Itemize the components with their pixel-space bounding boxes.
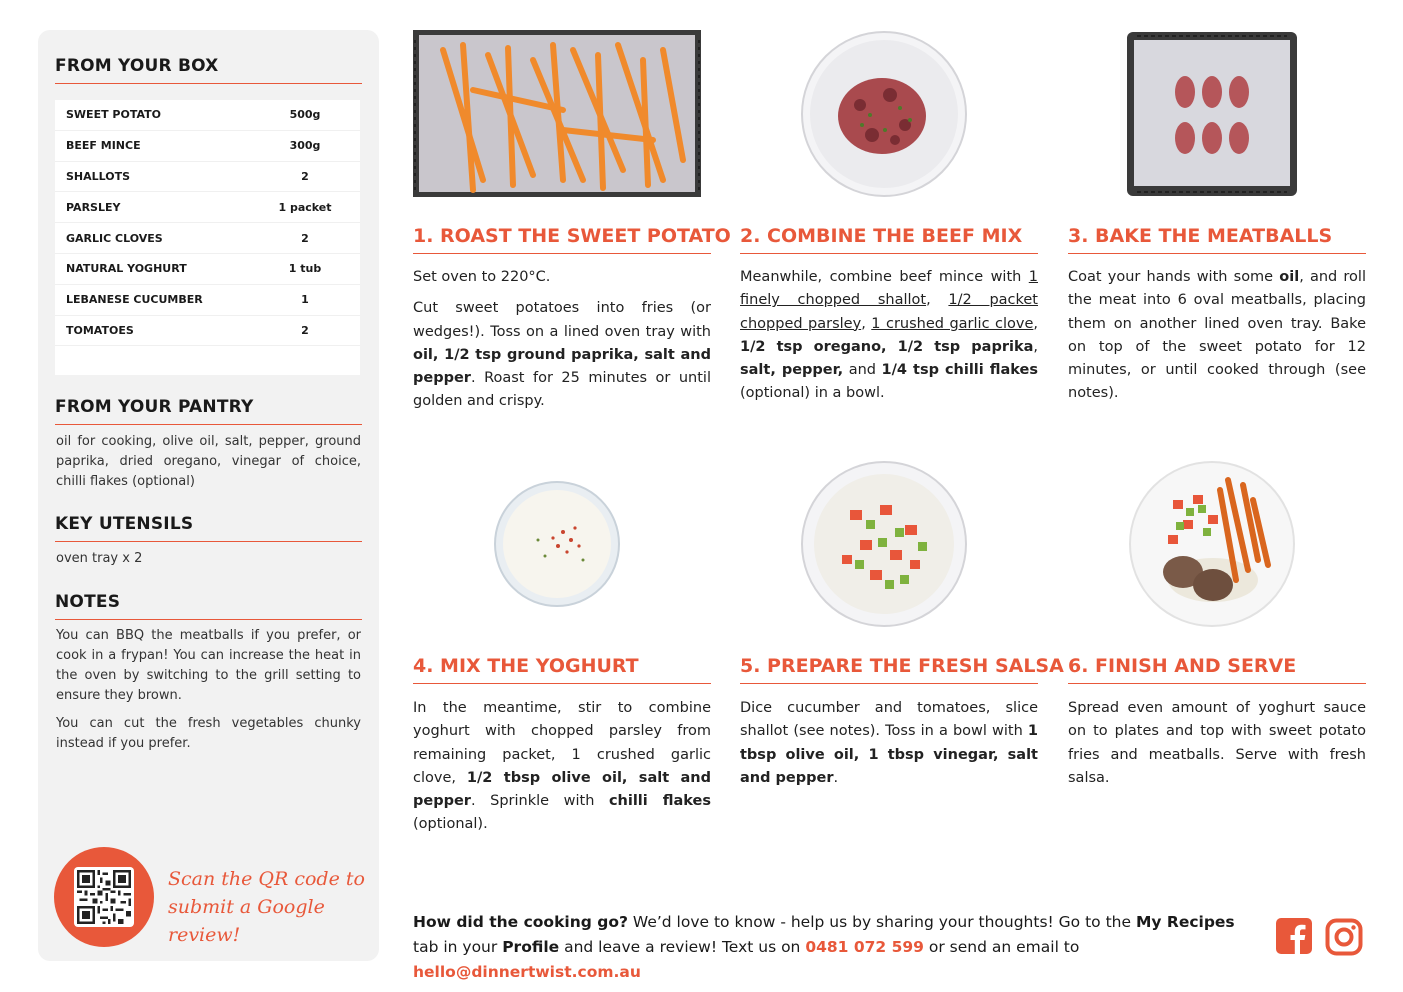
step-2-underlined-text: 1/2 packet chopped parsley — [740, 292, 1038, 332]
qr-cta-line: submit a Google review! — [168, 896, 325, 946]
step-4-text: (optional). — [413, 816, 488, 833]
phone-number-link[interactable]: 0481 072 599 — [805, 938, 924, 956]
box-heading: FROM YOUR BOX — [55, 56, 362, 84]
step-2-paragraph — [740, 266, 1038, 406]
table-row — [55, 223, 360, 254]
ingredient-qty: 1 — [301, 293, 309, 307]
ingredient-name: GARLIC CLOVES — [66, 231, 163, 245]
table-row — [55, 285, 360, 316]
step-4-paragraph — [413, 697, 711, 837]
meatballs-tray-photo — [1127, 30, 1297, 198]
step-4-bold-text: 1/2 tbsp olive oil, salt and pepper — [413, 769, 711, 810]
step-2-body — [740, 266, 1038, 406]
step-1-paragraph — [413, 297, 711, 413]
review-text: tab in your — [413, 938, 503, 956]
review-prompt — [413, 910, 1263, 985]
notes-text — [56, 626, 361, 754]
table-row — [55, 162, 360, 193]
profile-name: Profile — [502, 938, 560, 956]
step-3-bold-text: oil — [1279, 269, 1300, 285]
my-recipes-tab-name: My Recipes — [1135, 913, 1235, 931]
step-3-body — [1068, 266, 1366, 406]
step-2-bold-text: 1/4 tsp chilli flakes — [881, 362, 1038, 379]
qr-code-icon — [74, 867, 134, 927]
note-paragraph: You can BBQ the meatballs if you prefer, or cook in a frypan! You can increase the heat in the oven by switching to the grill setting to ensure they brown. — [56, 628, 361, 703]
review-text: or send an email to — [923, 938, 1080, 956]
facebook-icon[interactable] — [1276, 918, 1314, 956]
ingredients-table — [55, 100, 360, 375]
step-2-text: , — [1033, 315, 1039, 332]
step-5-title: 5. PREPARE THE FRESH SALSA — [740, 655, 1038, 684]
ingredient-qty: 2 — [301, 231, 309, 245]
ingredient-qty: 1 tub — [288, 262, 322, 276]
step-2-title: 2. COMBINE THE BEEF MIX — [740, 225, 1038, 254]
step-6-body — [1068, 697, 1366, 790]
sweet-potato-tray-photo — [413, 30, 701, 197]
step-4-bold-text: chilli flakes — [608, 793, 711, 810]
step-3-title: 3. BAKE THE MEATBALLS — [1068, 225, 1366, 254]
utensils-text: oven tray x 2 — [56, 551, 143, 566]
step-6-paragraph: Spread even amount of yoghurt sauce on to plates and top with sweet potato fries and meatballs. Serve with fresh salsa. — [1068, 700, 1366, 786]
ingredient-qty: 2 — [301, 169, 309, 183]
step-1-text: . Roast for 25 minutes or until golden and crispy. — [413, 370, 711, 410]
step-2-bold-text: 1/2 tsp oregano, 1/2 tsp paprika — [740, 338, 1034, 355]
ingredient-qty: 300g — [289, 139, 321, 153]
step-2-bold-text: salt, pepper, — [740, 362, 844, 379]
step-5-text: . — [833, 769, 839, 786]
ingredient-name: SWEET POTATO — [66, 108, 161, 122]
beef-mix-bowl-photo — [800, 30, 968, 198]
review-question: How did the cooking go? — [413, 913, 628, 931]
yoghurt-bowl-photo — [493, 480, 621, 608]
step-3-paragraph — [1068, 266, 1366, 406]
step-1-bold-text: oil, 1/2 tsp ground paprika, salt and pepper — [413, 346, 711, 387]
email-link[interactable]: hello@dinnertwist.com.au — [413, 963, 641, 981]
table-row — [55, 100, 360, 131]
notes-heading: NOTES — [55, 592, 362, 620]
qr-cta-text — [168, 865, 368, 949]
step-4-title: 4. MIX THE YOGHURT — [413, 655, 711, 684]
table-row — [55, 192, 360, 223]
ingredient-qty: 2 — [301, 323, 309, 337]
step-3-text: , and roll the meat into 6 oval meatballs, placing them on another lined oven tray. Bake on top of the sweet potato for 12 minutes, or until cooked through (see notes). — [1068, 269, 1366, 402]
note-paragraph: You can cut the fresh vegetables chunky instead if you prefer. — [56, 716, 361, 751]
qr-cta-line: Scan the QR code to — [168, 868, 365, 890]
instagram-icon[interactable] — [1325, 918, 1363, 956]
step-3-text: Coat your hands with some — [1068, 269, 1280, 285]
step-2-text: (optional) in a bowl. — [740, 385, 885, 402]
step-2-underlined-text: 1 finely chopped shallot — [740, 269, 1038, 309]
step-1-text: Cut sweet potatoes into fries (or wedges!). Toss on a lined oven tray with — [413, 300, 711, 340]
step-1-paragraph: Set oven to 220°C. — [413, 269, 551, 285]
step-4-text: In the meantime, stir to combine yoghurt with chopped parsley from remaining packet, 1 crushed garlic clove, — [413, 700, 711, 786]
plated-meal-photo — [1128, 460, 1296, 628]
step-5-text: Dice cucumber and tomatoes, slice shallot (see notes). Toss in a bowl with — [740, 700, 1038, 740]
step-6-title: 6. FINISH AND SERVE — [1068, 655, 1366, 684]
review-text: and leave a review! Text us on — [559, 938, 806, 956]
utensils-heading: KEY UTENSILS — [55, 514, 362, 542]
ingredient-name: SHALLOTS — [66, 169, 131, 183]
table-row — [55, 254, 360, 285]
step-4-text: . Sprinkle with — [470, 793, 609, 810]
step-2-text: , — [926, 292, 949, 309]
step-2-text: , — [861, 315, 872, 332]
step-5-bold-text: 1 tbsp olive oil, 1 tbsp vinegar, salt and pepper — [740, 723, 1038, 786]
step-4-body — [413, 697, 711, 837]
step-5-paragraph — [740, 697, 1038, 790]
pantry-text: oil for cooking, olive oil, salt, pepper, ground paprika, dried oregano, vinegar of choice, chilli flakes (optional) — [56, 434, 361, 489]
salsa-bowl-photo — [800, 460, 968, 628]
ingredient-name: BEEF MINCE — [66, 139, 141, 153]
step-1-body — [413, 266, 711, 414]
step-5-body — [740, 697, 1038, 790]
sidebar — [38, 30, 379, 961]
ingredient-qty: 1 packet — [278, 200, 332, 214]
table-row — [55, 131, 360, 162]
ingredient-name: LEBANESE CUCUMBER — [66, 293, 203, 307]
review-text: We’d love to know - help us by sharing your thoughts! Go to the — [627, 913, 1136, 931]
step-2-text: , — [1033, 338, 1038, 355]
pantry-heading: FROM YOUR PANTRY — [55, 397, 362, 425]
ingredient-qty: 500g — [289, 108, 321, 122]
step-2-underlined-text: 1 crushed garlic clove — [871, 315, 1034, 332]
step-2-text: and — [843, 362, 882, 379]
qr-code-badge[interactable] — [54, 847, 154, 947]
step-1-title: 1. ROAST THE SWEET POTATO — [413, 225, 711, 254]
ingredient-name: PARSLEY — [66, 200, 121, 214]
table-row — [55, 316, 360, 347]
step-2-text: Meanwhile, combine beef mince with — [740, 269, 1029, 285]
ingredient-name: NATURAL YOGHURT — [66, 262, 187, 276]
ingredient-name: TOMATOES — [66, 323, 134, 337]
